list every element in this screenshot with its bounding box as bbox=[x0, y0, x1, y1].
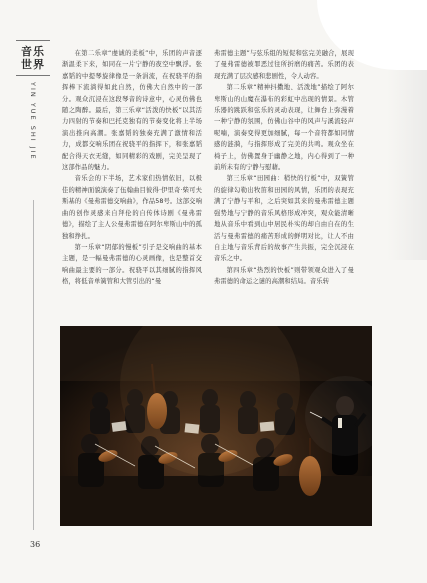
concert-photo-illustration bbox=[60, 326, 372, 526]
section-title: 音乐世界 bbox=[21, 45, 45, 71]
sidebar-rule bbox=[16, 40, 50, 41]
paragraph: 第二乐章“精神抖擞地、活泼地”描绘了阿尔卑斯山的山魔在瀑布的彩虹中出现的情景。木管乐器的跳跃和弦乐的灵动表现，让舞台上弥漫着一种宁静的氛围，仿佛山谷中的风声与溪流轻声呢喃，演奏变得更加细腻，每一个音符都如同情感的涟漪，与指挥形成了完美的共鸣。观众坐在椅子上，仿佛置身于幽静之地，内心得到了一种前所未有的宁静与慰藉。 bbox=[214, 84, 354, 172]
paragraph: 第三乐章“田园曲：稍快的行板”中，双簧管的旋律勾勒出牧笛和田园的风情，乐团的表现充满了宁静与平和，之后突如其来的曼弗雷德主题强势地与宁静的音乐风格形成冲突，观众能清晰地从音乐中看到山中居民朴实的却自由自在的生活与曼弗雷德的痛苦形成的鲜明对比，让人不由自主地与音乐背后的故事产生共振，完全沉浸在音乐之中。 bbox=[214, 175, 354, 263]
paragraph: 第一乐章“阴郁的慢板”引子是交响曲的基本主题，是一幅曼弗雷德的心灵画像，也是整首交响曲最主要的一部分。祝骁平以其细腻的指挥风格，将低音单簧管和大管引出的“曼 bbox=[62, 243, 202, 286]
page-number: 36 bbox=[30, 540, 41, 549]
section-pinyin: YIN YUE SHI JIE bbox=[29, 82, 37, 161]
paragraph: 弗雷德主题”与弦乐组的短促和弦完美融合，展现了曼弗雷德被罪恶过往所折磨的痛苦。乐团的表现充满了层次感和悲剧性，令人动容。 bbox=[214, 50, 354, 80]
sidebar-rule bbox=[16, 75, 50, 76]
orchestra-concert-photo bbox=[60, 326, 372, 526]
sidebar bbox=[16, 40, 50, 161]
paragraph: 第四乐章“热烈的快板”则带领观众进入了曼弗雷德的命运之谜的高潮和结局。音乐转 bbox=[214, 266, 354, 286]
article-column-right bbox=[214, 48, 354, 288]
article-column-left bbox=[62, 48, 202, 288]
paragraph: 在第二乐章“虔诚的柔板”中，乐团的声音逐渐温柔下来，如同在一片宁静的夜空中飘浮。张嘉韬的中提琴旋律像是一条涓流，在祝骁平的指挥棒下流淌得如此自然，仿佛大自然中的一部分。观众沉浸在这段琴音的诗意中，心灵仿佛也随之陶醉。最后，第三乐章“活泼的快板”以其活力四射的节奏和巴托克独有的节奏变化将上半场演出推向高潮。张嘉韬的独奏充满了激情和活力，成都交响乐团在祝骁平的指挥下，和张嘉韬配合得天衣无缝，如同精彩的戏剧，完美呈现了这部作品的魅力。 bbox=[62, 50, 202, 172]
sidebar-vertical-line bbox=[33, 200, 34, 530]
paragraph: 音乐会的下半场，艺术家们热情依旧，以极佳的精神面貌演奏了伍翰曲目彼得·伊里奇·柴可夫斯基的《曼弗雷德交响曲》，作品58号。这部交响曲的创作灵感来自拜伦的自传体诗剧《曼弗雷德》，描绘了主人公曼弗雷德在阿尔卑斯山中的孤独和挣扎。 bbox=[62, 175, 202, 240]
